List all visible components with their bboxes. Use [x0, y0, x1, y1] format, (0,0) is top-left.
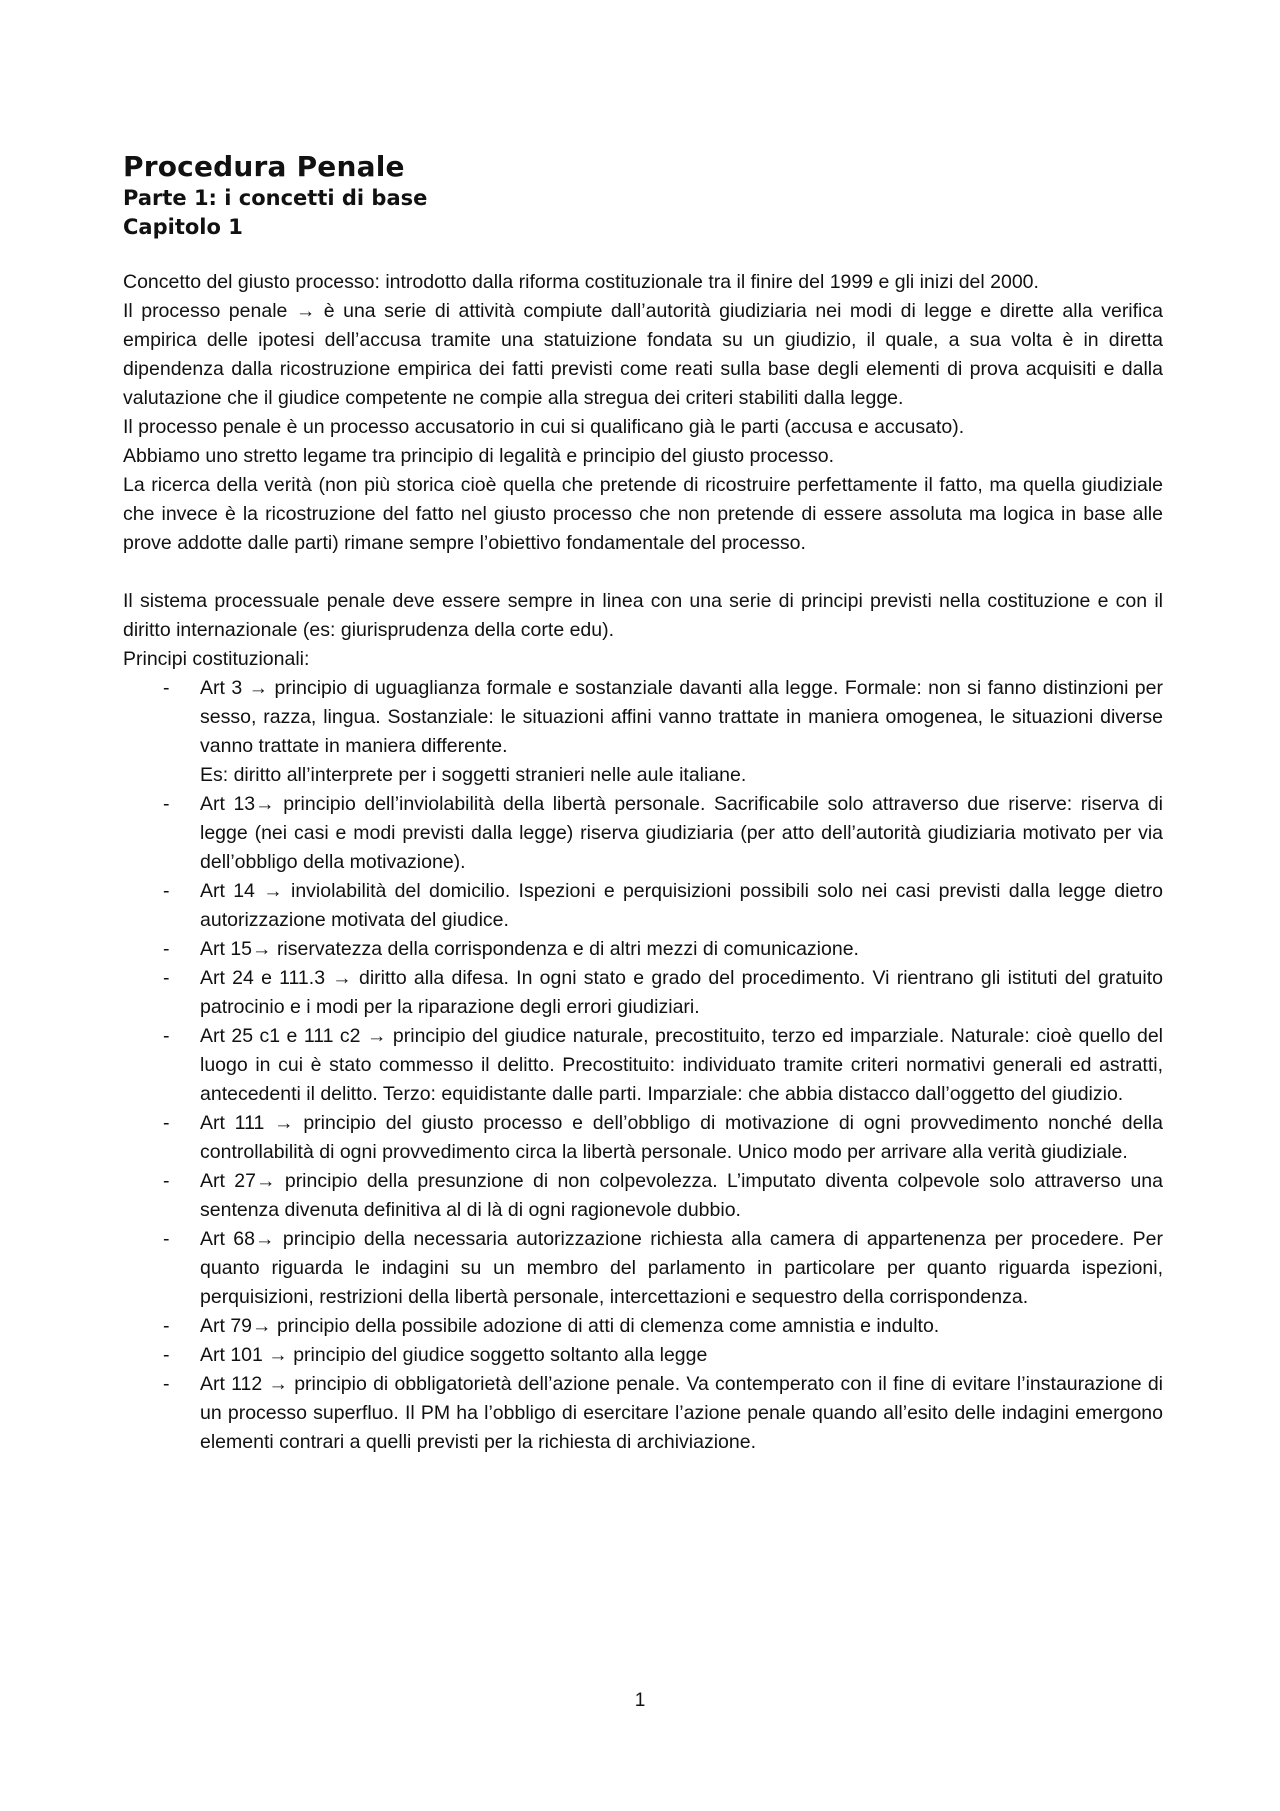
principle-note: Es: diritto all’interprete per i soggetti stranieri nelle aule italiane.: [200, 764, 747, 786]
list-dash: -: [163, 1315, 170, 1337]
list-dash: -: [163, 1373, 170, 1395]
list-item: [123, 1341, 1163, 1370]
principle-text: Art 27→ principio della presunzione di non colpevolezza. L’imputato diventa colpevole solo attraverso una sentenza divenuta definitiva al di là di ogni ragionevole dubbio.: [200, 1170, 1163, 1221]
document-page: [123, 150, 1163, 1457]
document-title: Procedura Penale: [123, 150, 405, 183]
principle-text: Art 14 → inviolabilità del domicilio. Ispezioni e perquisizioni possibili solo nei casi previsti dalla legge dietro autorizzazione motivata del giudice.: [200, 880, 1163, 931]
part-heading: Parte 1: i concetti di base: [123, 186, 428, 210]
principle-text: Art 3 → principio di uguaglianza formale e sostanziale davanti alla legge. Formale: non si fanno distinzioni per sesso, razza, lingua. Sostanziale: le situazioni affini vanno trattate in maniera omogenea, le situazioni diverse vanno trattate in maniera differente.: [200, 677, 1163, 757]
principle-text: Art 24 e 111.3 → diritto alla difesa. In ogni stato e grado del procedimento. Vi rientrano gli istituti del gratuito patrocinio e i modi per la riparazione degli errori giudiziari.: [200, 967, 1163, 1018]
paragraph-processo-penale: Il processo penale → è una serie di attività compiute dall’autorità giudiziaria nei modi di legge e dirette alla verifica empirica delle ipotesi dell’accusa tramite una statuizione fondata su un giudizio, il quale, a sua volta è in diretta dipendenza dalla ricostruzione empirica dei fatti previsti come reati sulla base degli elementi di prova acquisiti e dalla valutazione che il giudice competente ne compie alla stregua dei criteri stabiliti dalla legge.: [123, 300, 1163, 409]
paragraph-gap: [123, 558, 1163, 587]
list-dash: -: [163, 1112, 170, 1134]
list-item: [123, 877, 1163, 935]
principles-list: [123, 674, 1163, 1457]
paragraph-giusto-processo: Concetto del giusto processo: introdotto dalla riforma costituzionale tra il finire del 1999 e gli inizi del 2000.: [123, 271, 1039, 293]
list-item: [123, 790, 1163, 877]
list-dash: -: [163, 967, 170, 989]
list-item: [123, 1370, 1163, 1457]
principle-text: Art 68→ principio della necessaria autorizzazione richiesta alla camera di appartenenza per procedere. Per quanto riguarda le indagini su un membro del parlamento in particolare per quanto riguarda ispezioni, perquisizioni, restrizioni della libertà personale, intercettazioni e sequestro della corrispondenza.: [200, 1228, 1163, 1308]
list-dash: -: [163, 1170, 170, 1192]
list-dash: -: [163, 793, 170, 815]
principle-text: Art 15→ riservatezza della corrispondenza e di altri mezzi di comunicazione.: [200, 938, 859, 960]
list-dash: -: [163, 880, 170, 902]
chapter-heading: Capitolo 1: [123, 215, 243, 239]
paragraph-accusatorio: Il processo penale è un processo accusatorio in cui si qualificano già le parti (accusa e accusato).: [123, 416, 965, 438]
principle-text: Art 101 → principio del giudice soggetto soltanto alla legge: [200, 1344, 708, 1366]
list-dash: -: [163, 1344, 170, 1366]
paragraph-sistema: Il sistema processuale penale deve essere sempre in linea con una serie di principi previsti nella costituzione e con il diritto internazionale (es: giurisprudenza della corte edu).: [123, 590, 1163, 641]
principle-text: Art 25 c1 e 111 c2 → principio del giudice naturale, precostituito, terzo ed imparziale. Naturale: cioè quello del luogo in cui è stato commesso il delitto. Precostituito: individuato tramite criteri normativi generali ed astratti, antecedenti il delitto. Terzo: equidistante dalle parti. Imparziale: che abbia distacco dall’oggetto del giudizio.: [200, 1025, 1163, 1105]
paragraph-verita: La ricerca della verità (non più storica cioè quella che pretende di ricostruire perfettamente il fatto, ma quella giudiziale che invece è la ricostruzione del fatto nel giusto processo che non pretende di essere assoluta ma logica in base alle prove addotte dalle parti) rimane sempre l’obiettivo fondamentale del processo.: [123, 474, 1163, 554]
list-item: [123, 1312, 1163, 1341]
list-dash: -: [163, 1025, 170, 1047]
principle-text: Art 112 → principio di obbligatorietà dell’azione penale. Va contemperato con il fine di evitare l’instaurazione di un processo superfluo. Il PM ha l’obbligo di esercitare l’azione penale quando all’esito delle indagini emergono elementi contrari a quelli previsti per la richiesta di archiviazione.: [200, 1373, 1163, 1453]
principle-text: Art 111 → principio del giusto processo e dell’obbligo di motivazione di ogni provvedimento nonché della controllabilità di ogni provvedimento circa la libertà personale. Unico modo per arrivare alla verità giudiziale.: [200, 1112, 1163, 1163]
list-item: [123, 1225, 1163, 1312]
list-dash: -: [163, 938, 170, 960]
list-item: [123, 935, 1163, 964]
list-dash: -: [163, 677, 170, 699]
list-item: [123, 674, 1163, 790]
list-item: [123, 1109, 1163, 1167]
principle-text: Art 79→ principio della possibile adozione di atti di clemenza come amnistia e indulto.: [200, 1315, 940, 1337]
body-text: [123, 268, 1163, 1457]
paragraph-legalita: Abbiamo uno stretto legame tra principio di legalità e principio del giusto processo.: [123, 445, 835, 467]
list-item: [123, 1022, 1163, 1109]
list-item: [123, 964, 1163, 1022]
list-dash: -: [163, 1228, 170, 1250]
page-number: 1: [634, 1690, 646, 1711]
list-item: [123, 1167, 1163, 1225]
principle-text: Art 13→ principio dell’inviolabilità della libertà personale. Sacrificabile solo attraverso due riserve: riserva di legge (nei casi e modi previsti dalla legge) riserva giudiziaria (per atto dell’autorità giudiziaria motivato per via dell’obbligo della motivazione).: [200, 793, 1163, 873]
principles-heading: Principi costituzionali:: [123, 648, 310, 670]
